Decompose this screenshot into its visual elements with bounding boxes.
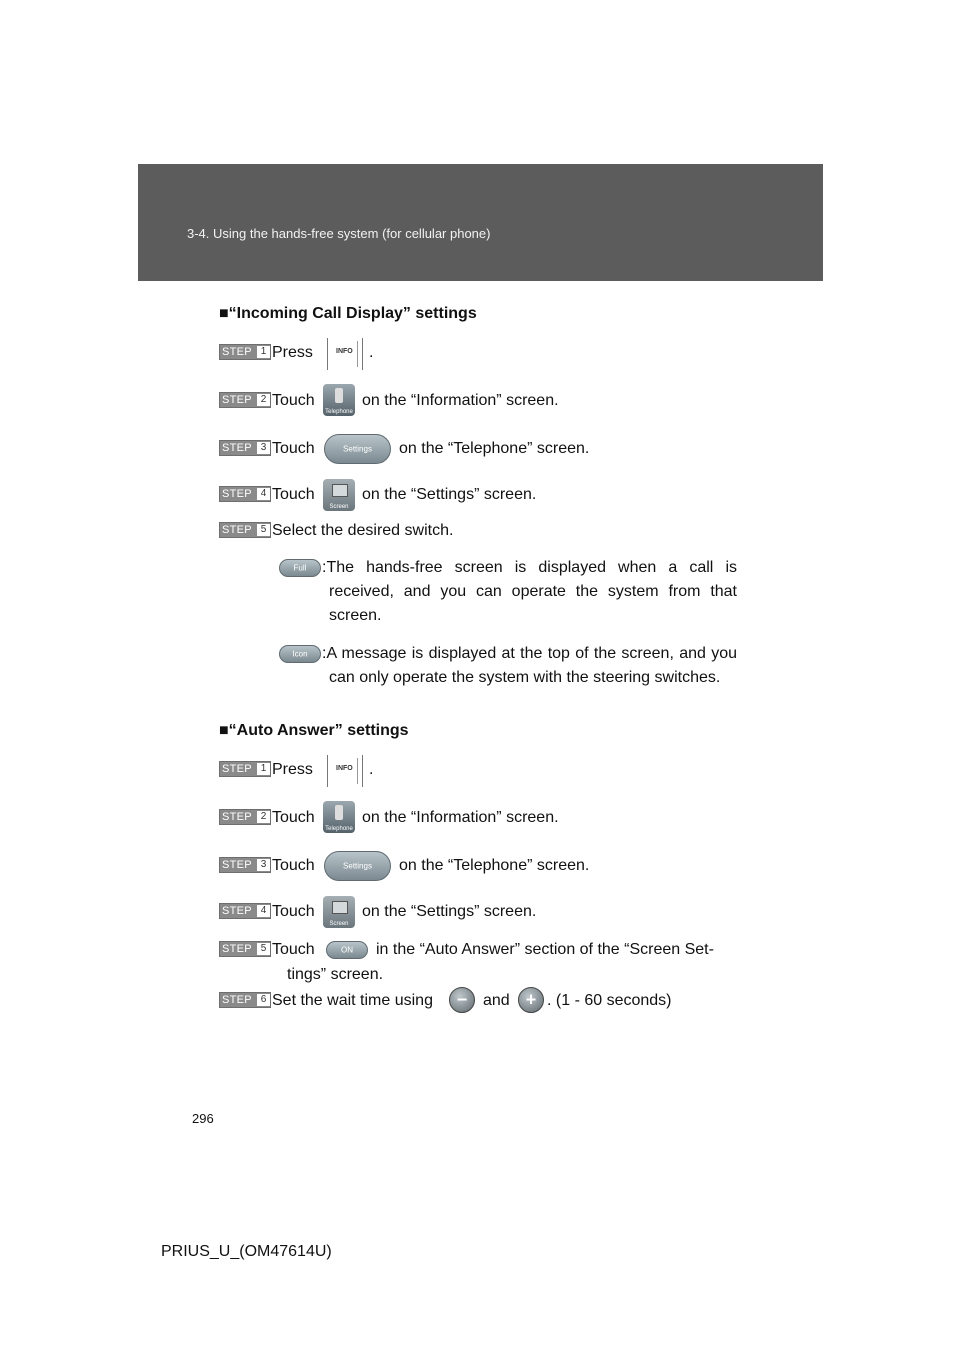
plus-button-icon: [518, 987, 544, 1013]
step-badge: [219, 903, 271, 919]
step-text-end: in the “Auto Answer” section of the “Screen Set-: [376, 941, 714, 958]
chapter-title: 3-4. Using the hands-free system (for cellular phone): [187, 226, 491, 241]
step-number: 1: [257, 763, 270, 775]
step-word: STEP: [222, 488, 252, 500]
step-text: Touch: [272, 440, 315, 457]
step-badge: [219, 761, 271, 777]
full-icon-label: Full: [293, 563, 307, 573]
telephone-icon-label: Telephone: [325, 409, 353, 415]
section-marker: ■: [219, 722, 229, 739]
on-icon-label: ON: [341, 945, 353, 955]
step-number: 3: [257, 442, 270, 454]
step-number: 4: [257, 488, 270, 500]
on-button-icon: [326, 941, 368, 959]
section-title: “Incoming Call Display” settings: [228, 305, 477, 322]
step-text-end: on the “Information” screen.: [362, 392, 559, 409]
step-number: 6: [257, 994, 270, 1006]
icon-option-description: :A message is displayed at the top of the screen, and you can only operate the system with the steering switches.: [322, 645, 737, 686]
monitor-glyph: [332, 484, 348, 497]
full-button-icon: [279, 559, 321, 577]
step-number: 2: [257, 811, 270, 823]
settings-button-icon: [324, 851, 391, 881]
step-text: Set the wait time using: [272, 992, 433, 1009]
settings-button-icon: [324, 434, 391, 464]
step-badge: [219, 440, 271, 456]
step-text: Touch: [272, 941, 315, 958]
telephone-icon: [323, 801, 355, 833]
icon-icon-label: Icon: [292, 649, 308, 659]
step-badge: [219, 522, 271, 538]
step-text-end: on the “Settings” screen.: [362, 903, 537, 920]
phone-glyph: [335, 388, 343, 403]
settings-icon-label: Settings: [343, 444, 372, 454]
step-word: STEP: [222, 442, 252, 454]
step-text: Select the desired switch.: [272, 522, 454, 539]
icon-button-icon: [279, 645, 321, 663]
step-badge: [219, 486, 271, 502]
section-title: “Auto Answer” settings: [228, 722, 409, 739]
step-text-end: .: [369, 344, 374, 361]
step-text: Touch: [272, 486, 315, 503]
screen-icon-label: Screen: [329, 504, 349, 510]
monitor-glyph: [332, 901, 348, 914]
step-badge: [219, 992, 271, 1008]
step-word: STEP: [222, 524, 252, 536]
step-text-end: on the “Settings” screen.: [362, 486, 537, 503]
step-text-continued: tings” screen.: [287, 966, 384, 983]
telephone-icon: [323, 384, 355, 416]
full-option-description: :The hands-free screen is displayed when a call is received, and you can operate the system from that screen.: [322, 559, 737, 624]
step-number: 4: [257, 905, 270, 917]
section-marker: ■: [219, 305, 229, 322]
step-text-end: . (1 - 60 seconds): [547, 992, 672, 1009]
step-badge: [219, 809, 271, 825]
step-badge: [219, 344, 271, 360]
screen-icon: [323, 479, 355, 511]
step-text: Press: [272, 761, 313, 778]
info-icon-label: INFO: [336, 765, 353, 772]
page-number: 296: [192, 1111, 214, 1126]
footer-code: PRIUS_U_(OM47614U): [161, 1243, 332, 1260]
step-badge: [219, 857, 271, 873]
step-text: Press: [272, 344, 313, 361]
info-button-icon: [327, 755, 363, 787]
telephone-icon-label: Telephone: [325, 826, 353, 832]
chapter-header: [138, 164, 823, 281]
settings-icon-label: Settings: [343, 861, 372, 871]
step-word: STEP: [222, 994, 252, 1006]
info-icon-label: INFO: [336, 348, 353, 355]
section-incoming-call-display: [219, 304, 477, 324]
step-badge: [219, 941, 271, 957]
section-auto-answer: [219, 721, 409, 741]
step-word: STEP: [222, 905, 252, 917]
step-text-mid: and: [483, 992, 510, 1009]
phone-glyph: [335, 805, 343, 820]
step-word: STEP: [222, 859, 252, 871]
step-number: 1: [257, 346, 270, 358]
info-button-icon: [327, 338, 363, 370]
screen-icon-label: Screen: [329, 921, 349, 927]
step-word: STEP: [222, 943, 252, 955]
step-word: STEP: [222, 346, 252, 358]
minus-button-icon: [449, 987, 475, 1013]
step-word: STEP: [222, 394, 252, 406]
step-text-end: .: [369, 761, 374, 778]
step-text-end: on the “Information” screen.: [362, 809, 559, 826]
step-text: Touch: [272, 903, 315, 920]
step-text: Touch: [272, 857, 315, 874]
step-number: 5: [257, 524, 270, 536]
step-text: Touch: [272, 392, 315, 409]
step-text-end: on the “Telephone” screen.: [399, 440, 590, 457]
step-number: 2: [257, 394, 270, 406]
step-text: Touch: [272, 809, 315, 826]
step-number: 3: [257, 859, 270, 871]
step-text-end: on the “Telephone” screen.: [399, 857, 590, 874]
screen-icon: [323, 896, 355, 928]
plus-glyph: +: [525, 989, 537, 1010]
step-word: STEP: [222, 763, 252, 775]
minus-glyph: −: [456, 989, 468, 1010]
step-word: STEP: [222, 811, 252, 823]
step-number: 5: [257, 943, 270, 955]
step-badge: [219, 392, 271, 408]
